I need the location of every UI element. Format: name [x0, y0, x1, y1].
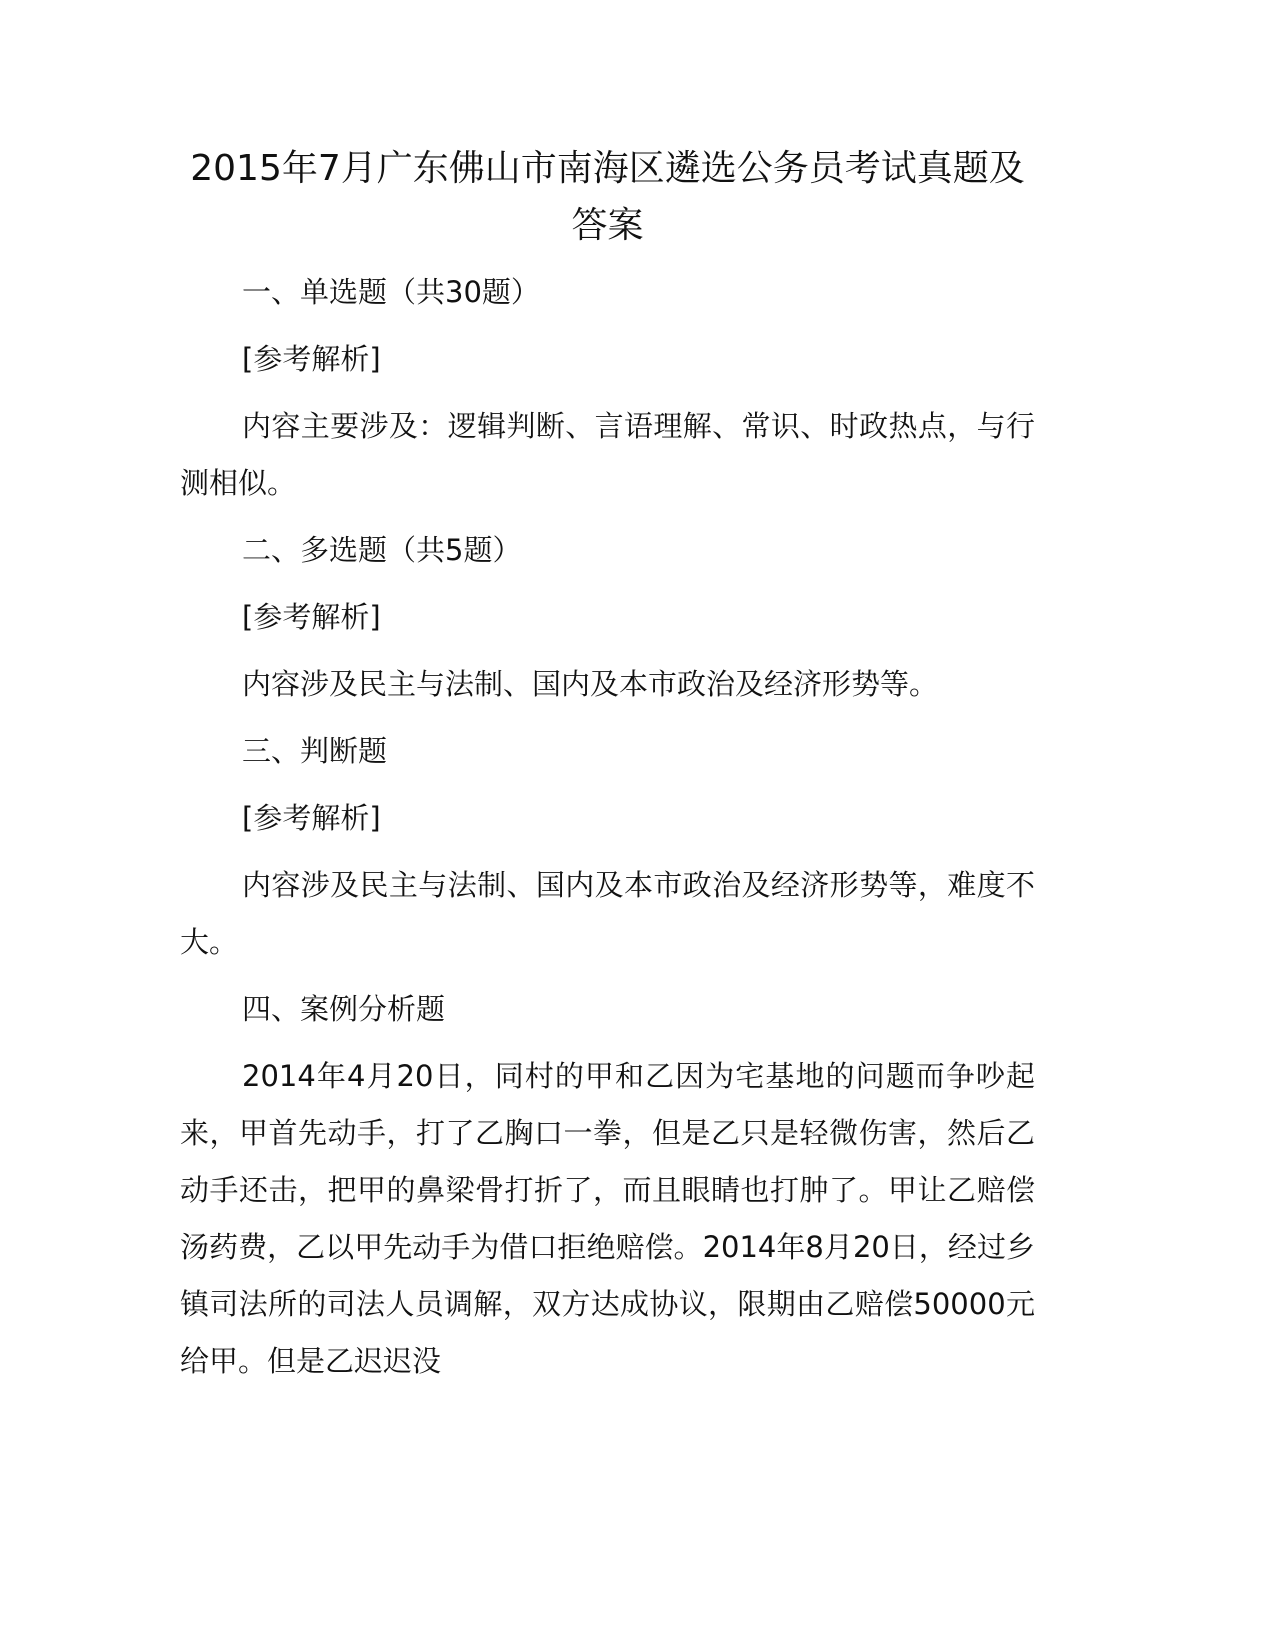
analysis-paragraph: 内容涉及民主与法制、国内及本市政治及经济形势等。 — [242, 667, 939, 701]
reference-analysis-label: [参考解析] — [242, 801, 381, 835]
section-heading-true-false: 三、判断题 — [242, 734, 388, 768]
reference-analysis-label: [参考解析] — [242, 342, 381, 376]
document-page — [180, 140, 1035, 1390]
analysis-paragraph: 内容涉及民主与法制、国内及本市政治及经济形势等，难度不大。 — [180, 868, 1035, 959]
reference-analysis-label: [参考解析] — [242, 600, 381, 634]
document-title: 2015年7月广东佛山市南海区遴选公务员考试真题及答案 — [190, 148, 1025, 246]
section-heading-case-analysis: 四、案例分析题 — [242, 992, 446, 1026]
analysis-paragraph: 内容主要涉及：逻辑判断、言语理解、常识、时政热点，与行测相似。 — [180, 409, 1035, 500]
section-heading-single-choice: 一、单选题（共30题） — [242, 275, 540, 309]
case-paragraph: 2014年4月20日，同村的甲和乙因为宅基地的问题而争吵起来，甲首先动手，打了乙胸口一拳，但是乙只是轻微伤害，然后乙动手还击，把甲的鼻梁骨打折了，而且眼睛也打肿了。甲让乙赔偿汤药费，乙以甲先动手为借口拒绝赔偿。2014年8月20日，经过乡镇司法所的司法人员调解，双方达成协议，限期由乙赔偿50000元给甲。但是乙迟迟没 — [180, 1059, 1035, 1378]
section-heading-multiple-choice: 二、多选题（共5题） — [242, 533, 522, 567]
